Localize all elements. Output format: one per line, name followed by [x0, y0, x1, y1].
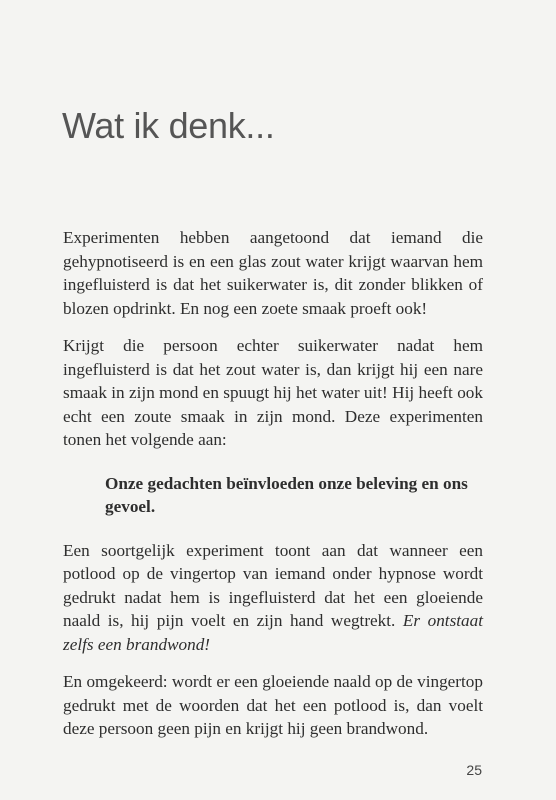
- paragraph-2: Krijgt die persoon echter suikerwater nadat hem ingefluisterd is dat het zout water is, dan krijgt hij een nare smaak in zijn mond en spuugt hij het water uit! Hij heeft ook echt een zoute smaak in zijn mond. Deze experimenten tonen het volgende aan:: [63, 336, 483, 449]
- paragraph-4: En omgekeerd: wordt er een gloeiende naald op de vingertop gedrukt met de woorden dat het een potlood is, dan voelt deze persoon geen pijn en krijgt hij geen brandwond.: [63, 672, 483, 738]
- paragraph-3-italic: Er ontstaat zelfs een brandwond!: [63, 611, 484, 654]
- page-number: 25: [466, 762, 482, 778]
- page-title: Wat ik denk...: [62, 105, 275, 146]
- paragraph-1: Experimenten hebben aangetoond dat iemand die gehypnotiseerd is en een glas zout water krijgt waarvan hem ingefluisterd is dat het suikerwater is, dit zonder blikken of blozen opdrinkt. En nog een zoete smaak proeft ook!: [63, 228, 483, 318]
- emphasized-statement: Onze gedachten beïnvloeden onze beleving en ons gevoel.: [105, 473, 468, 516]
- body-text: [63, 226, 483, 755]
- paragraph-3-text: Een soortgelijk experiment toont aan dat wanneer een potlood op de vingertop van iemand onder hypnose wordt gedrukt nadat hem is ingefluisterd dat het een gloeiende naald is, hij pijn voelt en zijn hand wegtrekt.: [63, 540, 483, 630]
- paragraph-3: [63, 539, 483, 657]
